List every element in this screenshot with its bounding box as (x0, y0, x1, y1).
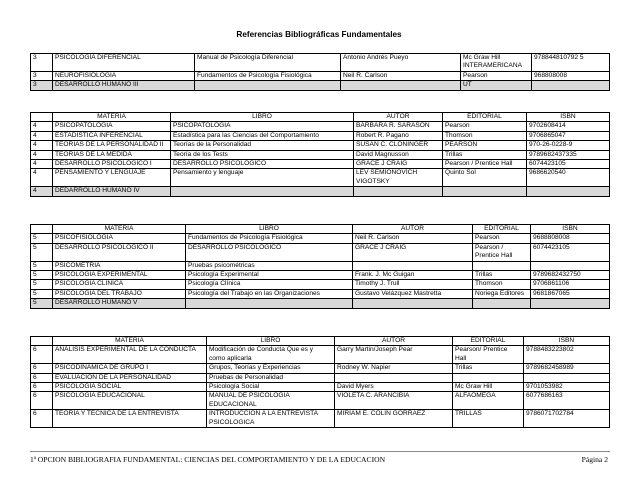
table-cell: PSICOLOGIA DEL TRABAJO (53, 289, 186, 298)
bibliography-table-semester-6 (30, 336, 610, 428)
table-cell: Teorías de la Personalidad (171, 141, 354, 150)
table-cell: 6 (31, 383, 53, 392)
table-cell (341, 81, 461, 90)
table-cell: Pearson / Prentice Hall (443, 160, 527, 169)
column-header: AUTOR (335, 337, 453, 346)
table-cell: Garry Martin/Joseph Pear (335, 346, 453, 364)
column-header (31, 337, 53, 346)
table-cell: SUSAN C. CLONINGER (354, 141, 443, 150)
table-cell: 9702608414 (527, 122, 610, 131)
table-cell: PSICODINAMICA DE GRUPO I (53, 364, 207, 373)
table-cell: Modificación de Conducta Que es y como aplicarla (207, 346, 335, 364)
header-row (31, 225, 610, 234)
table-cell: PSICOLOGIA CLINICA (53, 280, 186, 289)
table-cell: 9686620540 (527, 169, 610, 187)
table-cell: DESARROLLO HUMANO V (53, 299, 186, 308)
column-header: LIBRO (171, 113, 354, 122)
table-cell: 970-26-0228-9 (527, 141, 610, 150)
table-cell: ESTADÍSTICA INFERENCIAL (53, 131, 171, 140)
table-cell: Neil R. Carlson (353, 234, 473, 243)
table-cell (473, 299, 531, 308)
table-row (31, 346, 610, 364)
table-cell: Psicología Social (207, 383, 335, 392)
column-header: LIBRO (186, 225, 353, 234)
table-row (31, 187, 610, 196)
table-cell: PSICOLOGÍA EDUCACIONAL (53, 392, 207, 410)
table-cell: Thomson (443, 131, 527, 140)
table-row (31, 234, 610, 243)
table-cell: TEORIAS DE LA PERSONALIDAD II (53, 141, 171, 150)
table-cell: 6074423105 (527, 160, 610, 169)
table-cell: MANUAL DE PSICOLOGIA EDUCACIONAL (207, 392, 335, 410)
table-row (31, 71, 610, 80)
table-cell: TRILLAS (453, 410, 524, 428)
table-cell (527, 187, 610, 196)
column-header: ISBN (527, 113, 610, 122)
table-cell (195, 81, 341, 90)
table-row (31, 373, 610, 382)
table-cell: GRACE J CRAIG (353, 243, 473, 261)
table-cell: PENSAMIENTO Y LENGUAJE (53, 169, 171, 187)
table-row (31, 410, 610, 428)
table-cell: 6077686163 (524, 392, 610, 410)
table-cell: 9688808008 (531, 234, 610, 243)
page-number: Página 2 (581, 455, 608, 464)
table-cell: 9706865047 (527, 131, 610, 140)
table-cell: DESARROLLO HUMANO III (53, 81, 195, 90)
table-cell: PSICOPATOLOGIA (53, 122, 171, 131)
table-cell: 4 (31, 187, 53, 196)
table-cell: 4 (31, 122, 53, 131)
table-cell: Thomson (473, 280, 531, 289)
table-cell: 4 (31, 160, 53, 169)
table-cell: ALFAOMEGA (453, 392, 524, 410)
table-cell: MIRIAM E. COLIN GORRAEZ (335, 410, 453, 428)
column-header: LIBRO (207, 337, 335, 346)
table-cell: BARBARA R. SARASON (354, 122, 443, 131)
table-row (31, 289, 610, 298)
table-cell: Pearson (461, 71, 532, 80)
table-cell: Psicología Clínica (186, 280, 353, 289)
table-cell: 4 (31, 141, 53, 150)
table-cell (453, 373, 524, 382)
table-row (31, 280, 610, 289)
table-cell: Pearson (473, 234, 531, 243)
table-cell: 5 (31, 280, 53, 289)
footer-title: 1ª OPCION BIBLIOGRAFIA FUNDAMENTAL: CIENCIAS DEL COMPORTAMIENTO Y DE LA EDUCACION (30, 455, 386, 464)
table-cell (354, 187, 443, 196)
column-header: EDITORIAL (453, 337, 524, 346)
table-row (31, 364, 610, 373)
table-cell: Teoría de los Tests (171, 150, 354, 159)
table-cell: Neil R. Carlson (341, 71, 461, 80)
table-cell: 6 (31, 410, 53, 428)
bibliography-table-semester-5 (30, 224, 610, 309)
table-cell: GRACE J CRAIG (354, 160, 443, 169)
bibliography-table-semester-4 (30, 112, 610, 197)
table-cell: 6 (31, 364, 53, 373)
column-header: MATERIA (53, 337, 207, 346)
table-cell: DESARROLLO PSICOLOGICO II (53, 243, 186, 261)
table-cell (531, 299, 610, 308)
table-cell: Pensamiento y lenguaje (171, 169, 354, 187)
table-cell: 3 (31, 81, 53, 90)
table-cell (353, 299, 473, 308)
table-cell: DESARROLLO PSICOLOGICO (186, 243, 353, 261)
bibliography-table-semester-3 (30, 53, 610, 91)
table-cell: Pearson / Prentice Hall (473, 243, 531, 261)
table-cell: 4 (31, 150, 53, 159)
column-header: MATERIA (53, 225, 186, 234)
table-cell: 4 (31, 169, 53, 187)
table-cell: Noriega Editores (473, 289, 531, 298)
table-cell: 3 (31, 71, 53, 80)
table-cell: Trillas (453, 364, 524, 373)
table-cell: DEDARROLLO HUMANO IV (53, 187, 171, 196)
table-cell: 9701053982 (524, 383, 610, 392)
table-cell: 9786071702784 (524, 410, 610, 428)
table-cell (186, 299, 353, 308)
table-cell (531, 261, 610, 270)
table-cell: Timothy J. Trull (353, 280, 473, 289)
table-cell: DESARROLLO PSICOLOGICO I (53, 160, 171, 169)
column-header: MATERIA (53, 113, 171, 122)
table-cell: Mc Graw Hill (453, 383, 524, 392)
table-cell: EVALUACION DE LA PERSONALIDAD (53, 373, 207, 382)
table-cell: Antonio Andrés Pueyo (341, 54, 461, 72)
table-cell (443, 187, 527, 196)
table-row (31, 131, 610, 140)
table-cell: 5 (31, 234, 53, 243)
table-cell: Fundamentos de Psicología Fisiológica (195, 71, 341, 80)
table-cell: Frank. J. Mc Guigan (353, 271, 473, 280)
table-row (31, 81, 610, 90)
table-cell: DESARROLLO PSICOLOGICO (171, 160, 354, 169)
table-cell: LEV SEMIONOVICH VIGOTSKY (354, 169, 443, 187)
table-cell: 9706861106 (531, 280, 610, 289)
table-cell: David Myers (335, 383, 453, 392)
table-cell: Fundamentos de Psicología Fisiológica (186, 234, 353, 243)
table-cell: PSICOPATOLOGIA (171, 122, 354, 131)
table-cell: Gustavo Velázquez Mastretta (353, 289, 473, 298)
column-header: AUTOR (353, 225, 473, 234)
table-cell: INTRODUCCION A LA ENTREVISTA PSICOLOGICA (207, 410, 335, 428)
column-header: ISBN (524, 337, 610, 346)
page-title: Referencias Bibliográficas Fundamentales (236, 30, 402, 39)
table-row (31, 243, 610, 261)
table-cell: VIOLETA C. ARANCIBIA (335, 392, 453, 410)
table-cell (335, 373, 453, 382)
table-row (31, 160, 610, 169)
column-header: AUTOR (354, 113, 443, 122)
table-cell: TEORIAS DE LA MEDIDA (53, 150, 171, 159)
table-cell: Pruebas psicométricas (186, 261, 353, 270)
table-cell: 6 (31, 346, 53, 364)
table-row (31, 392, 610, 410)
column-header: EDITORIAL (473, 225, 531, 234)
table-cell: 5 (31, 261, 53, 270)
table-cell: TEORÍA Y TÉCNICA DE LA ENTREVISTA (53, 410, 207, 428)
table-cell: Pruebas de Personalidad (207, 373, 335, 382)
table-cell: 978844810792 5 (532, 54, 610, 72)
table-cell: Robert R. Pagano (354, 131, 443, 140)
table-cell: PEARSON (443, 141, 527, 150)
table-row (31, 141, 610, 150)
table-cell: PSICOLOGÍA DIFERENCIAL (53, 54, 195, 72)
table-row (31, 150, 610, 159)
table-cell: 9789682437335 (527, 150, 610, 159)
table-cell (532, 81, 610, 90)
header-row (31, 337, 610, 346)
table-cell: Psicología Experimental (186, 271, 353, 280)
table-row (31, 271, 610, 280)
table-cell: 9788483223802 (524, 346, 610, 364)
table-cell: Pearson/ Prentice Hall (453, 346, 524, 364)
table-cell: Rodney W. Napier (335, 364, 453, 373)
header-row (31, 113, 610, 122)
table-cell: PSICOLOGÍA SOCIAL (53, 383, 207, 392)
table-cell: PSICOFISIOLOGIA (53, 234, 186, 243)
table-cell: 9789682432750 (531, 271, 610, 280)
table-cell: 4 (31, 131, 53, 140)
column-header: EDITORIAL (443, 113, 527, 122)
table-cell: Psicología del Trabajo en las Organizaciones (186, 289, 353, 298)
table-cell: Trillas (443, 150, 527, 159)
column-header (31, 113, 53, 122)
table-cell: Estadística para las Ciencias del Comportamiento (171, 131, 354, 140)
table-cell: 6 (31, 373, 53, 382)
table-row (31, 54, 610, 72)
table-row (31, 122, 610, 131)
table-cell: PSICOMETRIA (53, 261, 186, 270)
table-cell: ANÁLISIS EXPERIMENTAL DE LA CONDUCTA (53, 346, 207, 364)
table-row (31, 383, 610, 392)
table-cell (171, 187, 354, 196)
table-cell: 9789682458989 (524, 364, 610, 373)
table-cell: 5 (31, 299, 53, 308)
table-cell: 5 (31, 243, 53, 261)
table-cell: NEUROFISIOLOGIA (53, 71, 195, 80)
table-cell: 5 (31, 271, 53, 280)
column-header: ISBN (531, 225, 610, 234)
table-cell: 5 (31, 289, 53, 298)
table-cell: UT (461, 81, 532, 90)
table-cell: Mc Graw Hill INTERAMERICANA (461, 54, 532, 72)
table-row (31, 169, 610, 187)
table-cell: 6074423105 (531, 243, 610, 261)
column-header (31, 225, 53, 234)
table-cell: PSICOLOGIA EXPERIMENTAL (53, 271, 186, 280)
table-cell: Grupos, Teorías y Experiencias (207, 364, 335, 373)
table-cell: 3 (31, 54, 53, 72)
table-cell: 9681867065 (531, 289, 610, 298)
table-cell: Trillas (473, 271, 531, 280)
table-cell: Pearson (443, 122, 527, 131)
table-row (31, 299, 610, 308)
table-cell (473, 261, 531, 270)
table-cell: 968808008 (532, 71, 610, 80)
page-footer (30, 451, 610, 466)
table-row (31, 261, 610, 270)
table-cell (353, 261, 473, 270)
table-cell: David Magnusson (354, 150, 443, 159)
table-cell: Manual de Psicología Diferencial (195, 54, 341, 72)
table-cell (524, 373, 610, 382)
table-cell: 6 (31, 392, 53, 410)
table-cell: Quinto Sol (443, 169, 527, 187)
